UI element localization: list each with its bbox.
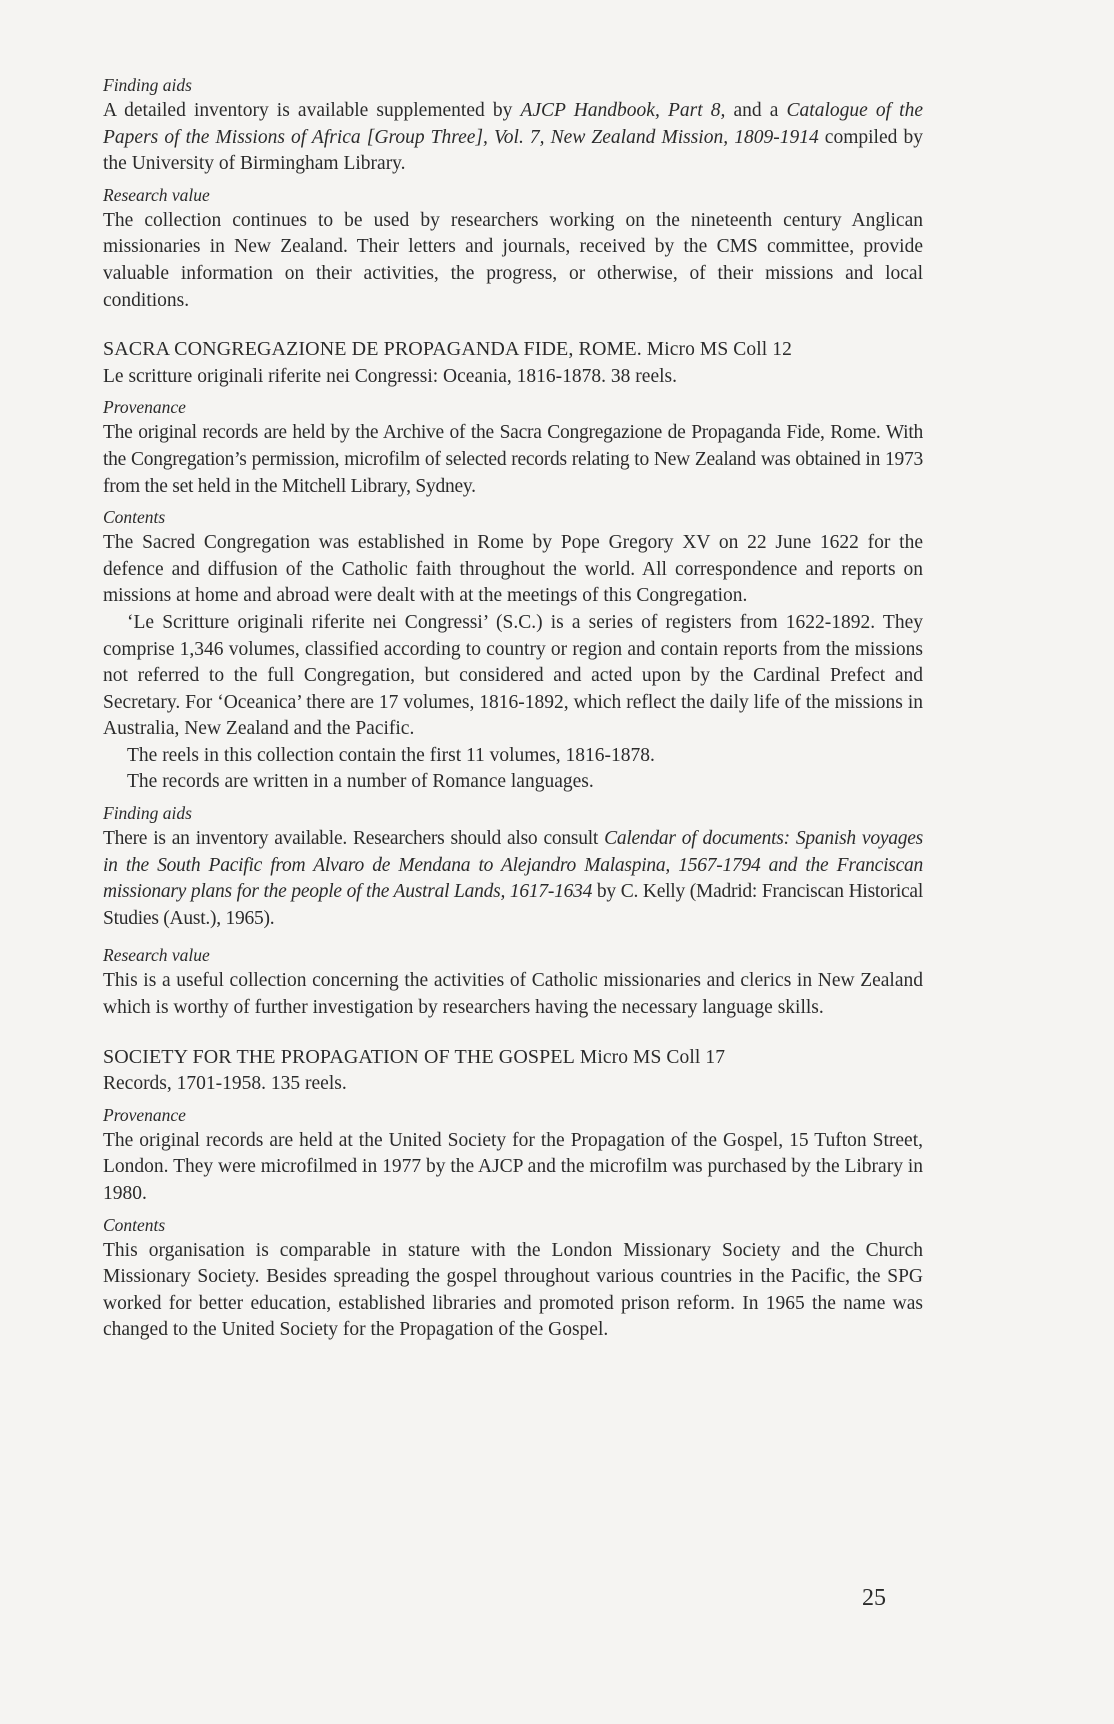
spg-records-line: Records, 1701-1958. 135 reels.	[103, 1073, 347, 1095]
sacra-contents-paragraph-4: The records are written in a number of Romance languages.	[127, 771, 594, 793]
research-value-paragraph: The collection continues to be used by researchers working on the nineteenth century Anglican missionaries in New Zealand. Their letters and journals, received by the CMS committee, provide valuable information on their activities, the progress, or otherwise, of their missions and local conditions.	[103, 209, 923, 311]
sacra-contents-paragraph-1: The Sacred Congregation was established in Rome by Pope Gregory XV on 22 June 1622 for the defence and diffusion of the Catholic faith throughout the world. All correspondence and reports on missions at home and abroad were dealt with at the meetings of this Congregation.	[103, 532, 923, 607]
sacra-provenance-heading: Provenance	[103, 397, 186, 418]
handbook-title: AJCP Handbook, Part 8,	[520, 100, 726, 121]
spg-provenance-paragraph: The original records are held at the United Society for the Propagation of the Gospel, 15 Tufton Street, London. They were microfilmed in 1977 by the AJCP and the microfilm was purchased by the Library in 1980.	[103, 1129, 923, 1204]
sacra-records-line: Le scritture originali riferite nei Congressi: Oceania, 1816-1878. 38 reels.	[103, 365, 677, 387]
spg-contents-paragraph: This organisation is comparable in stature with the London Missionary Society and the Church Missionary Society. Besides spreading the gospel throughout various countries in the Pacific, the SPG worked for better education, established libraries and promoted prison reform. In 1965 the name was changed to the United Society for the Propagation of the Gospel.	[103, 1239, 923, 1341]
sacra-collection-ref: Micro MS Coll 12	[641, 339, 792, 361]
sacra-finding-aids-paragraph: There is an inventory available. Researchers should also consult Calendar of documents: Spanish voyages in the South Pacific from Alvaro de Mendana to Alejandro Malaspina, 1567-1794 and the Franciscan missionary plans for the people of the Austral Lands, 1617-1634 by C. Kelly (Madrid: Franciscan Historical Studies (Aust.), 1965).	[103, 828, 923, 929]
sacra-finding-aids-heading: Finding aids	[103, 803, 192, 824]
sacra-entry-heading	[103, 336, 923, 364]
finding-aids-heading: Finding aids	[103, 75, 192, 95]
sacra-collection-name: SACRA CONGREGAZIONE DE PROPAGANDA FIDE, ROME.	[103, 338, 642, 361]
research-value-heading: Research value	[103, 184, 210, 205]
calendar-title: Calendar of documents: Spanish voyages in the South Pacific from Alvaro de Mendana to Alejandro Malaspina, 1567-1794 and the Franciscan missionary plans for the people of the Austral Lands, 1617-1634	[103, 828, 923, 903]
spg-contents-heading: Contents	[103, 1214, 166, 1235]
sacra-contents-paragraph-2: ‘Le Scritture originali riferite nei Congressi’ (S.C.) is a series of registers from 1622-1892. They comprise 1,346 volumes, classified according to country or region and contain reports from the missions not referred to the full Congregation, but considered and acted upon by the Cardinal Prefect and Secretary. For ‘Oceanica’ there are 17 volumes, 1816-1892, which reflect the daily life of the missions in Australia, New Zealand and the Pacific.	[103, 611, 923, 740]
sacra-contents-paragraph-3: The reels in this collection contain the first 11 volumes, 1816-1878.	[127, 744, 655, 766]
sacra-contents-heading: Contents	[103, 507, 166, 528]
spg-provenance-heading: Provenance	[103, 1104, 186, 1125]
spg-collection-name: SOCIETY FOR THE PROPAGATION OF THE GOSPEL	[103, 1045, 575, 1068]
catalogue-title: Catalogue of the Papers of the Missions of Africa [Group Three], Vol. 7, New Zealand Mission, 1809-1914	[103, 100, 923, 148]
page-number: 25	[862, 1585, 886, 1611]
sacra-research-value-paragraph: This is a useful collection concerning the activities of Catholic missionaries and clerics in New Zealand which is worthy of further investigation by researchers having the necessary language skills.	[103, 970, 923, 1019]
document-page	[103, 72, 923, 1344]
spg-collection-ref: Micro MS Coll 17	[574, 1046, 726, 1068]
finding-aids-paragraph: A detailed inventory is available supplemented by AJCP Handbook, Part 8, and a Catalogue of the Papers of the Missions of Africa [Group Three], Vol. 7, New Zealand Mission, 1809-1914 compiled by the University of Birmingham Library.	[103, 100, 923, 175]
sacra-research-value-heading: Research value	[103, 945, 210, 966]
sacra-provenance-paragraph: The original records are held by the Archive of the Sacra Congregazione de Propaganda Fide, Rome. With the Congregation’s permission, microfilm of selected records relating to New Zealand was obtained in 1973 from the set held in the Mitchell Library, Sydney.	[103, 422, 923, 497]
spg-entry-heading	[103, 1044, 923, 1072]
